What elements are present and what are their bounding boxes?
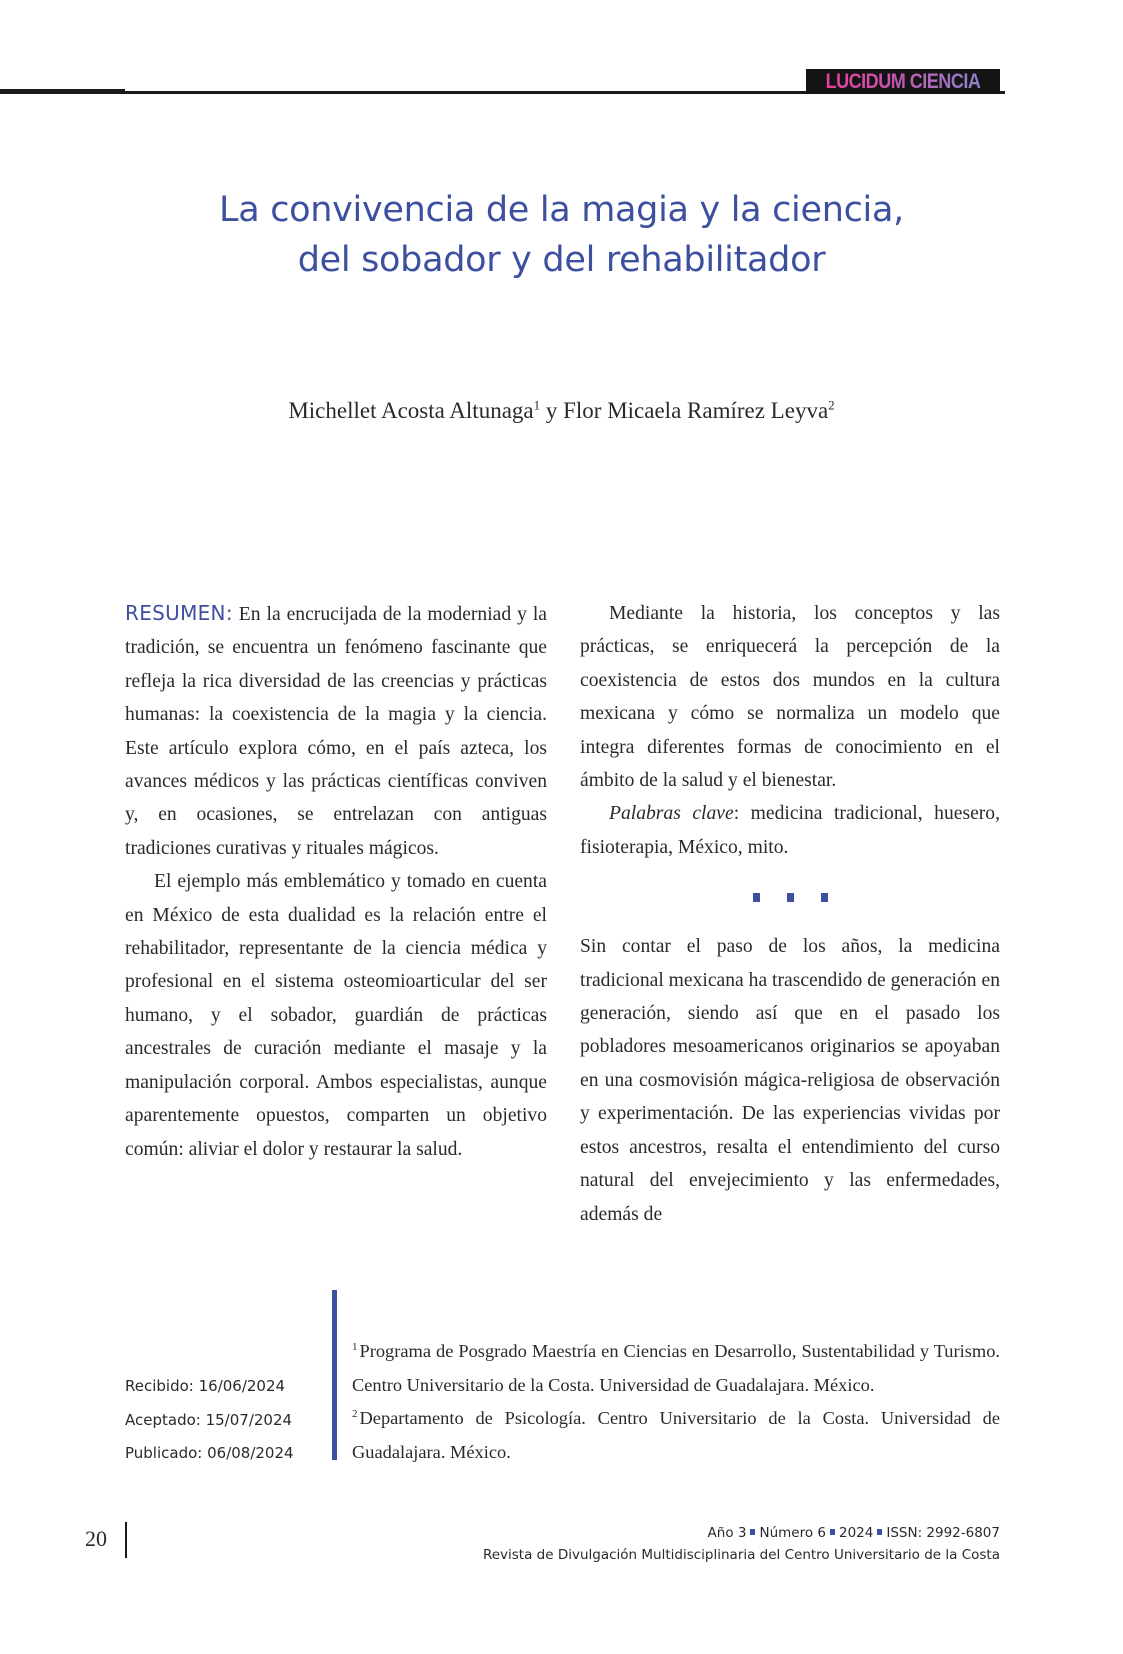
abstract-text: En la encrucijada de la moderniad y la tradición, se encuentra un fenómeno fascinante que refleja la rica diversidad de las creencias y prácticas humanas: la coexistencia de la magia y la ciencia. Este artículo explora cómo, en el país azteca, los avances médicos y las prácticas científicas conviven y, en ocasiones, se entrelazan con antiguas tradiciones curativas y rituales mágicos. (125, 604, 547, 859)
title-line-1: La convivencia de la magia y la ciencia, (219, 190, 904, 230)
keywords-label: Palabras clave (609, 803, 734, 825)
journal-badge-text: LUCIDUM CIENCIA (825, 69, 981, 93)
author-name: Flor Micaela Ramírez Leyva (563, 398, 829, 423)
footnote (352, 1335, 1000, 1402)
page-number-divider (125, 1522, 127, 1558)
left-column (125, 597, 547, 1166)
abstract-paragraph: Mediante la historia, los conceptos y las prácticas, se enriquecerá la percepción de la coexistencia de estos dos mundos en la cultura mexicana y cómo se normaliza un modelo que integra diferentes formas de conocimiento en el ámbito de la salud y el bienestar. (580, 603, 1000, 792)
bullet-square-icon (750, 1529, 755, 1535)
author-list (0, 398, 1123, 424)
title-line-2: del sobador y del rehabilitador (297, 240, 826, 280)
issue-year: Año 3 (707, 1525, 747, 1541)
separator-square-icon (753, 893, 760, 902)
footnote-ref: 1 (352, 1340, 358, 1353)
issue-pub-year: 2024 (838, 1525, 874, 1541)
date-accepted: Aceptado: 15/07/2024 (125, 1410, 293, 1429)
body-paragraph: Sin contar el paso de los años, la medicina tradicional mexicana ha trascendido de generación en generación, siendo así que en el pasado los pobladores mesoamericanos originarios se apoyaban en una cosmovisión mágica-religiosa de observación y experimentación. De las experiencias vividas por estos ancestros, resalta el entendimiento del curso natural del envejecimiento y las enfermedades, además de (580, 936, 1000, 1225)
bullet-square-icon (877, 1529, 882, 1535)
footnote-divider-bar (332, 1290, 337, 1460)
affiliation-ref: 2 (828, 397, 835, 413)
journal-badge (806, 69, 1000, 94)
footnote (352, 1402, 1000, 1469)
author-name: Michellet Acosta Altunaga (288, 398, 534, 423)
separator-square-icon (787, 893, 794, 902)
publication-dates (125, 1370, 294, 1471)
footnote-text: Programa de Posgrado Maestría en Ciencias en Desarrollo, Sustentabilidad y Turismo. Centro Universitario de la Costa. Universidad de Guadalajara. México. (352, 1341, 1000, 1395)
footnote-ref: 2 (352, 1407, 358, 1420)
article-title (0, 185, 1123, 285)
issn: ISSN: 2992-6807 (886, 1525, 1000, 1541)
header-rule-thick (0, 89, 125, 94)
date-published: Publicado: 06/08/2024 (125, 1444, 294, 1462)
keywords-text: : medicina tradicional, huesero, fisioterapia, México, mito. (580, 803, 1000, 858)
affiliation-footnotes (352, 1335, 1000, 1469)
separator-square-icon (821, 893, 828, 902)
journal-name: Revista de Divulgación Multidisciplinaria del Centro Universitario de la Costa (482, 1547, 1000, 1563)
issue-number: Número 6 (759, 1525, 826, 1541)
abstract-paragraph: El ejemplo más emblemático y tomado en cuenta en México de esta dualidad es la relación entre el rehabilitador, representante de la ciencia médica y profesional en el sistema osteomioarticular del ser humano, y el sobador, guardián de prácticas ancestrales de curación mediante el masaje y la manipulación corporal. Ambos especialistas, aunque aparentemente opuestos, comparten un objetivo común: aliviar el dolor y restaurar la salud. (125, 871, 547, 1160)
footnote-text: Departamento de Psicología. Centro Universitario de la Costa. Universidad de Guadalajara. México. (352, 1408, 1000, 1462)
abstract-label: RESUMEN: (125, 601, 233, 625)
keywords (580, 797, 1000, 864)
section-separator (580, 864, 1000, 930)
right-column (580, 597, 1000, 1231)
affiliation-ref: 1 (533, 397, 541, 413)
date-received: Recibido: 16/06/2024 (125, 1377, 286, 1395)
page-number: 20 (85, 1526, 107, 1551)
author-conjunction: y (540, 398, 564, 423)
page-footer (483, 1522, 1000, 1566)
issue-info (483, 1522, 1000, 1544)
abstract-paragraph (125, 597, 547, 865)
bullet-square-icon (830, 1529, 835, 1535)
